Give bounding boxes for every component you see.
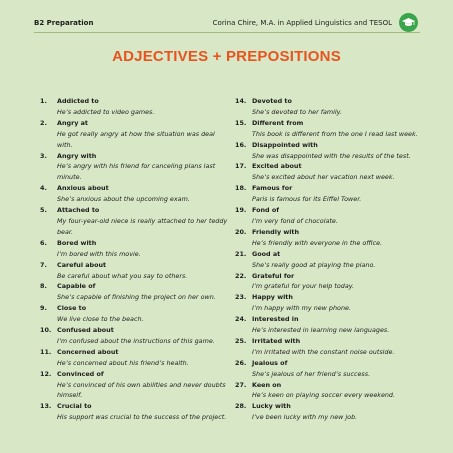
list-item <box>235 271 430 293</box>
item-number: 27. <box>235 380 247 389</box>
item-number: 22. <box>235 271 247 280</box>
page-title: ADJECTIVES + PREPOSITIONS <box>112 48 341 65</box>
list-item <box>40 96 230 118</box>
list-item <box>40 281 230 303</box>
item-example: He’s convinced of his own abilities and never doubts himself. <box>57 380 226 400</box>
list-item <box>40 325 230 347</box>
item-example: I’m bored with this movie. <box>57 249 141 258</box>
item-number: 6. <box>40 238 47 247</box>
list-item <box>235 292 430 314</box>
item-number: 21. <box>235 249 247 258</box>
list-item <box>40 238 230 260</box>
item-number: 17. <box>235 162 247 171</box>
item-example: My four-year-old niece is really attached to her teddy bear. <box>57 216 228 236</box>
item-example: He’s concerned about his friend’s health. <box>57 358 189 367</box>
item-phrase: Convinced of <box>57 369 104 378</box>
item-example: She’s devoted to her family. <box>252 107 342 116</box>
item-number: 12. <box>40 369 52 378</box>
right-column <box>235 96 430 423</box>
list-item <box>235 140 430 162</box>
list-item <box>40 347 230 369</box>
list-item <box>235 401 430 423</box>
item-example: This book is different from the one I read last week. <box>252 129 418 138</box>
header-divider <box>34 32 420 33</box>
item-phrase: Jealous of <box>252 358 288 367</box>
item-example: She’s capable of finishing the project on her own. <box>57 293 216 302</box>
item-phrase: Confused about <box>57 326 114 335</box>
item-example: His support was crucial to the success of the project. <box>57 413 227 422</box>
item-phrase: Irritated with <box>252 336 301 345</box>
list-item <box>235 380 430 402</box>
graduation-cap-icon-graphic <box>399 13 418 32</box>
item-example: Be careful about what you say to others. <box>57 271 188 280</box>
item-phrase: Attached to <box>57 206 100 215</box>
item-example: I’ve been lucky with my new job. <box>252 413 358 422</box>
item-example: Paris is famous for its Eiffel Tower. <box>252 195 362 204</box>
item-phrase: Lucky with <box>252 402 291 411</box>
left-column <box>40 96 230 423</box>
list-item <box>40 369 230 402</box>
item-number: 23. <box>235 293 247 302</box>
item-number: 1. <box>40 97 47 105</box>
item-example: He’s angry with his friend for canceling plans last minute. <box>57 162 216 182</box>
item-number: 20. <box>235 227 247 236</box>
list-item <box>40 183 230 205</box>
item-example: She’s anxious about the upcoming exam. <box>57 195 190 204</box>
item-phrase: Grateful for <box>252 271 295 280</box>
item-phrase: Famous for <box>252 184 293 193</box>
item-example: We live close to the beach. <box>57 315 144 324</box>
list-item <box>235 183 430 205</box>
item-phrase: Disappointed with <box>252 140 318 149</box>
item-phrase: Good at <box>252 249 281 258</box>
list-item <box>235 336 430 358</box>
item-phrase: Anxious about <box>57 184 109 193</box>
item-phrase: Fond of <box>252 206 280 215</box>
item-number: 13. <box>40 402 52 411</box>
item-phrase: Keen on <box>252 380 282 389</box>
item-example: He got really angry at how the situation was deal with. <box>57 129 215 149</box>
item-number: 14. <box>235 97 247 105</box>
item-number: 19. <box>235 206 247 215</box>
list-item <box>235 96 430 118</box>
item-number: 25. <box>235 336 247 345</box>
item-example: She’s excited about her vacation next week. <box>252 173 395 182</box>
list-item <box>235 205 430 227</box>
author-label: Corina Chire, M.A. in Applied Linguistics and TESOL <box>212 19 392 27</box>
item-phrase: Happy with <box>252 293 293 302</box>
item-number: 10. <box>40 326 52 335</box>
list-item <box>235 314 430 336</box>
item-number: 3. <box>40 151 47 160</box>
item-number: 28. <box>235 402 247 411</box>
page-header <box>34 17 420 29</box>
item-example: She was disappointed with the results of the test. <box>252 151 411 160</box>
item-phrase: Different from <box>252 118 304 127</box>
list-item <box>235 358 430 380</box>
item-number: 9. <box>40 304 47 313</box>
item-phrase: Careful about <box>57 260 107 269</box>
list-item <box>235 227 430 249</box>
list-item <box>235 161 430 183</box>
item-phrase: Capable of <box>57 282 96 291</box>
item-number: 11. <box>40 347 52 356</box>
item-example: I’m irritated with the constant noise outside. <box>252 347 395 356</box>
list-item <box>40 205 230 238</box>
item-example: He’s keen on playing soccer every weekend. <box>252 391 396 400</box>
item-example: I’m very fond of chocolate. <box>252 216 338 225</box>
item-number: 7. <box>40 260 47 269</box>
item-number: 15. <box>235 118 247 127</box>
list-item <box>235 118 430 140</box>
list-item <box>40 118 230 151</box>
item-number: 26. <box>235 358 247 367</box>
item-phrase: Excited about <box>252 162 302 171</box>
item-phrase: Angry with <box>57 151 97 160</box>
item-phrase: Concerned about <box>57 347 119 356</box>
item-number: 2. <box>40 118 47 127</box>
list-item <box>40 151 230 184</box>
item-example: I’m confused about the instructions of this game. <box>57 336 215 345</box>
item-example: He’s friendly with everyone in the office. <box>252 238 383 247</box>
list-item <box>40 303 230 325</box>
item-example: I’m happy with my new phone. <box>252 304 351 313</box>
list-item <box>40 260 230 282</box>
item-phrase: Interested in <box>252 315 299 324</box>
item-phrase: Angry at <box>57 118 88 127</box>
item-phrase: Devoted to <box>252 97 292 105</box>
item-example: She’s really good at playing the piano. <box>252 260 376 269</box>
item-phrase: Crucial to <box>57 402 92 411</box>
course-label: B2 Preparation <box>34 19 94 27</box>
list-item <box>40 401 230 423</box>
item-number: 18. <box>235 184 247 193</box>
item-phrase: Friendly with <box>252 227 300 236</box>
item-phrase: Close to <box>57 304 87 313</box>
item-example: I’m grateful for your help today. <box>252 282 355 291</box>
item-number: 16. <box>235 140 247 149</box>
item-example: She’s jealous of her friend’s success. <box>252 369 371 378</box>
item-example: He’s interested in learning new languages. <box>252 326 390 335</box>
item-phrase: Bored with <box>57 238 97 247</box>
list-item <box>235 249 430 271</box>
item-phrase: Addicted to <box>57 97 99 105</box>
item-number: 4. <box>40 184 47 193</box>
graduation-cap-icon <box>399 13 418 32</box>
item-number: 5. <box>40 206 47 215</box>
item-example: He’s addicted to video games. <box>57 107 155 116</box>
item-number: 8. <box>40 282 47 291</box>
item-number: 24. <box>235 315 247 324</box>
